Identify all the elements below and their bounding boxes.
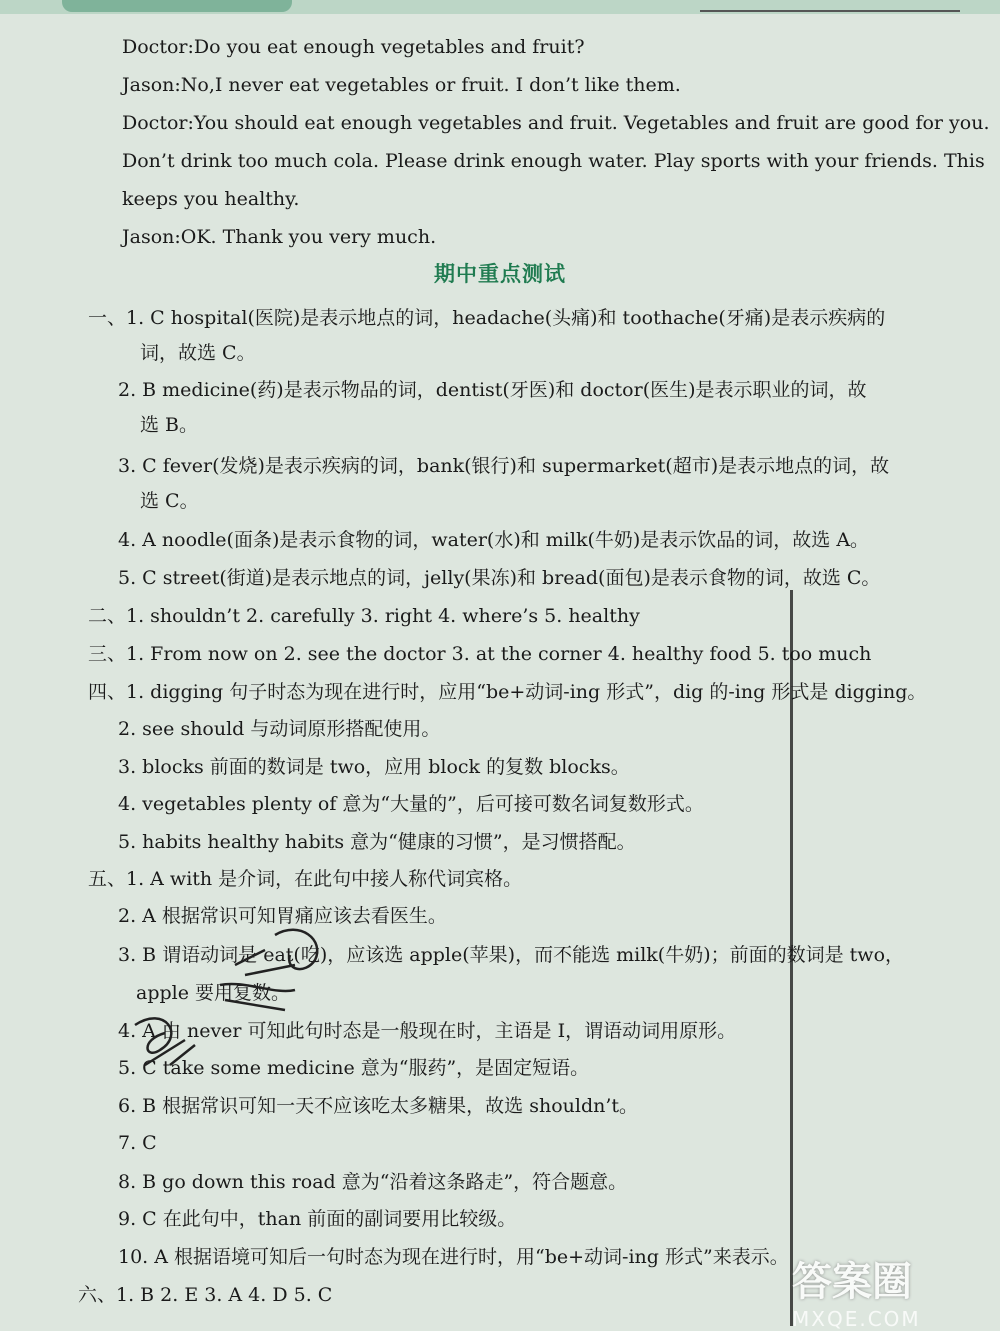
answer-line: 六、1. B 2. E 3. A 4. D 5. C: [78, 1284, 333, 1306]
dialogue-line: Don’t drink too much cola. Please drink enough water. Play sports with your friends. This: [122, 150, 985, 172]
answer-line: 2. B medicine(药)是表示物品的词，dentist(牙医)和 doctor(医生)是表示职业的词，故: [118, 379, 867, 401]
answer-line: 3. blocks 前面的数词是 two，应用 block 的复数 blocks。: [118, 756, 630, 778]
header-tab: [62, 0, 292, 12]
dialogue-line: Doctor:Do you eat enough vegetables and fruit?: [122, 36, 585, 58]
answer-line: 3. C fever(发烧)是表示疾病的词，bank(银行)和 supermarket(超市)是表示地点的词，故: [118, 455, 890, 477]
answer-line: 5. habits healthy habits 意为“健康的习惯”，是习惯搭配。: [118, 831, 636, 853]
answer-line: 三、1. From now on 2. see the doctor 3. at the corner 4. healthy food 5. too much: [88, 643, 872, 665]
answer-line: 9. C 在此句中，than 前面的副词要用比较级。: [118, 1208, 517, 1230]
handwritten-scribble: [125, 915, 345, 1075]
answer-line: 4. A 由 never 可知此句时态是一般现在时，主语是 I，谓语动词用原形。: [118, 1020, 737, 1042]
header-band: [0, 0, 1000, 14]
watermark: [792, 1250, 992, 1331]
answer-line: 4. vegetables plenty of 意为“大量的”，后可接可数名词复数形式。: [118, 793, 704, 815]
answer-line: apple 要用复数。: [136, 982, 291, 1004]
answer-line: 一、1. C hospital(医院)是表示地点的词，headache(头痛)和 toothache(牙痛)是表示疾病的: [88, 307, 886, 329]
answer-line: 2. A 根据常识可知胃痛应该去看医生。: [118, 905, 447, 927]
answer-line: 10. A 根据语境可知后一句时态为现在进行时，用“be+动词-ing 形式”来表示。: [118, 1246, 789, 1268]
answer-line: 3. B 谓语动词是 eat(吃)，应该选 apple(苹果)，而不能选 milk(牛奶)；前面的数词是 two，: [118, 944, 905, 966]
dialogue-line: Jason:OK. Thank you very much.: [122, 226, 437, 248]
answer-line: 5. C street(街道)是表示地点的词，jelly(果冻)和 bread(面包)是表示食物的词，故选 C。: [118, 567, 881, 589]
answer-line: 2. see should 与动词原形搭配使用。: [118, 718, 441, 740]
answer-line: 6. B 根据常识可知一天不应该吃太多糖果，故选 shouldn’t。: [118, 1095, 639, 1117]
answer-line: 4. A noodle(面条)是表示食物的词，water(水)和 milk(牛奶)是表示饮品的词，故选 A。: [118, 529, 870, 551]
answer-line: 选 C。: [140, 490, 199, 512]
dialogue-line: Jason:No,I never eat vegetables or fruit. I don’t like them.: [122, 74, 681, 96]
answer-line: 五、1. A with 是介词，在此句中接人称代词宾格。: [88, 868, 523, 890]
watermark-url: MXQE.COM: [792, 1307, 921, 1331]
answer-line: 7. C: [118, 1132, 157, 1154]
answer-line: 5. C take some medicine 意为“服药”，是固定短语。: [118, 1057, 590, 1079]
answer-line: 二、1. shouldn’t 2. carefully 3. right 4. where’s 5. healthy: [88, 605, 640, 627]
dialogue-line: Doctor:You should eat enough vegetables and fruit. Vegetables and fruit are good for you.: [122, 112, 990, 134]
header-rule: [700, 0, 960, 12]
answer-line: 词，故选 C。: [140, 342, 256, 364]
watermark-logo: 答案圈: [792, 1259, 912, 1305]
dialogue-line: keeps you healthy.: [122, 188, 300, 210]
answer-line: 四、1. digging 句子时态为现在进行时，应用“be+动词-ing 形式”，dig 的-ing 形式是 digging。: [88, 681, 927, 703]
answer-line: 8. B go down this road 意为“沿着这条路走”，符合题意。: [118, 1171, 628, 1193]
answer-line: 选 B。: [140, 414, 199, 436]
section-title: 期中重点测试: [434, 262, 566, 286]
